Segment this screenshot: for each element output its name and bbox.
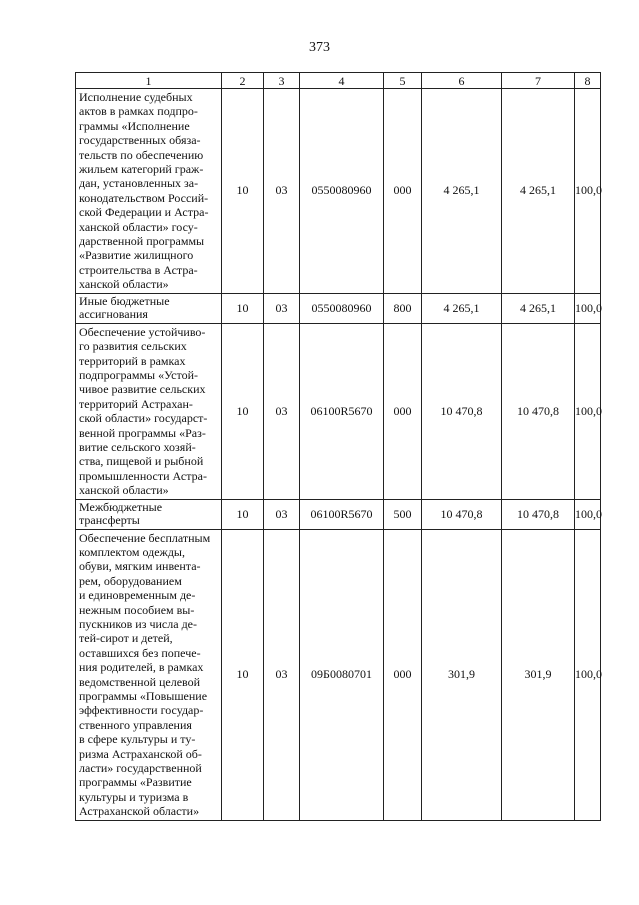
description-line: оставшихся без попече- — [79, 645, 201, 660]
description-line: «Развитие жилищного — [79, 248, 194, 263]
row-description — [76, 323, 222, 499]
table-row — [76, 529, 601, 820]
description-line: тей-сирот и детей, — [79, 631, 173, 646]
execution-percent: 100,0 — [575, 499, 601, 529]
description-line: Обеспечение бесплатным — [79, 530, 211, 545]
description-line: трансферты — [79, 513, 140, 528]
execution-percent: 100,0 — [575, 293, 601, 323]
description-line: витие сельского хозяй- — [79, 439, 196, 454]
description-line: комплектом одежды, — [79, 544, 185, 559]
section-code: 10 — [222, 529, 264, 820]
header-col-8: 8 — [575, 73, 601, 89]
expense-type-code: 000 — [384, 529, 422, 820]
description-line: го развития сельских — [79, 339, 187, 354]
row-description — [76, 529, 222, 820]
table-row — [76, 323, 601, 499]
description-line: подпрограммы «Устой- — [79, 367, 198, 382]
description-line: государственных обяза- — [79, 133, 201, 148]
subsection-code: 03 — [264, 499, 300, 529]
header-col-6: 6 — [422, 73, 502, 89]
table-row — [76, 499, 601, 529]
description-line: программы «Повышение — [79, 689, 208, 704]
description-line: и единовременным де- — [79, 588, 196, 603]
execution-percent: 100,0 — [575, 529, 601, 820]
description-line: ризма Астраханской об- — [79, 746, 202, 761]
expense-type-code: 800 — [384, 293, 422, 323]
description-line: дан, установленных за- — [79, 176, 199, 191]
target-article-code: 09Б0080701 — [300, 529, 384, 820]
description-line: конодательством Россий- — [79, 190, 209, 205]
executed-amount: 10 470,8 — [502, 499, 575, 529]
page-number: 373 — [309, 40, 330, 55]
budget-table — [75, 72, 601, 821]
description-line: культуры и туризма в — [79, 789, 189, 804]
target-article-code: 0550080960 — [300, 89, 384, 294]
description-line: рем, оборудованием — [79, 573, 182, 588]
execution-percent: 100,0 — [575, 323, 601, 499]
description-line: территорий Астрахан- — [79, 396, 193, 411]
executed-amount: 4 265,1 — [502, 89, 575, 294]
description-line: Обеспечение устойчиво- — [79, 324, 206, 339]
row-description — [76, 89, 222, 294]
table-row — [76, 293, 601, 323]
description-line: ства, пищевой и рыбной — [79, 454, 204, 469]
description-line: обуви, мягким инвента- — [79, 559, 201, 574]
description-line: ханской области» — [79, 483, 169, 498]
row-description — [76, 499, 222, 529]
description-line: пускников из числа де- — [79, 617, 197, 631]
subsection-code: 03 — [264, 529, 300, 820]
description-line: промышленности Астра- — [79, 468, 207, 483]
description-line: территорий в рамках — [79, 353, 186, 368]
row-description — [76, 293, 222, 323]
section-code: 10 — [222, 499, 264, 529]
planned-amount: 4 265,1 — [422, 89, 502, 294]
description-line: венной программы «Раз- — [79, 425, 206, 440]
expense-type-code: 500 — [384, 499, 422, 529]
description-line: граммы «Исполнение — [79, 118, 190, 133]
description-line: ханской области» госу- — [79, 219, 198, 234]
planned-amount: 10 470,8 — [422, 323, 502, 499]
header-col-2: 2 — [222, 73, 264, 89]
description-line: жильем категорий граж- — [79, 162, 204, 177]
expense-type-code: 000 — [384, 323, 422, 499]
description-line: нежным пособием вы- — [79, 602, 195, 617]
description-line: ханской области» — [79, 277, 169, 292]
description-line: чивое развитие сельских — [79, 382, 206, 397]
expense-type-code: 000 — [384, 89, 422, 294]
description-line: ственного управления — [79, 717, 192, 732]
header-col-4: 4 — [300, 73, 384, 89]
description-line: ласти» государственной — [79, 761, 202, 776]
subsection-code: 03 — [264, 89, 300, 294]
description-line: в сфере культуры и ту- — [79, 732, 196, 747]
header-col-1: 1 — [76, 73, 222, 89]
header-col-5: 5 — [384, 73, 422, 89]
description-line: ской области» государст- — [79, 411, 208, 426]
description-line: актов в рамках подпро- — [79, 104, 198, 119]
execution-percent: 100,0 — [575, 89, 601, 294]
description-line: программы «Развитие — [79, 775, 192, 790]
planned-amount: 301,9 — [422, 529, 502, 820]
description-line: ассигнования — [79, 307, 148, 322]
section-code: 10 — [222, 89, 264, 294]
planned-amount: 4 265,1 — [422, 293, 502, 323]
planned-amount: 10 470,8 — [422, 499, 502, 529]
executed-amount: 301,9 — [502, 529, 575, 820]
header-col-3: 3 — [264, 73, 300, 89]
executed-amount: 10 470,8 — [502, 323, 575, 499]
subsection-code: 03 — [264, 323, 300, 499]
description-line: тельств по обеспечению — [79, 147, 204, 162]
description-line: Иные бюджетные — [79, 293, 170, 308]
section-code: 10 — [222, 293, 264, 323]
executed-amount: 4 265,1 — [502, 293, 575, 323]
description-line: эффективности государ- — [79, 703, 204, 718]
target-article-code: 0550080960 — [300, 293, 384, 323]
subsection-code: 03 — [264, 293, 300, 323]
description-line: ния родителей, в рамках — [79, 660, 204, 675]
header-col-7: 7 — [502, 73, 575, 89]
description-line: Астраханской области» — [79, 804, 200, 819]
description-line: ведомственной целевой — [79, 674, 201, 689]
description-line: дарственной программы — [79, 234, 205, 249]
table-row — [76, 89, 601, 294]
description-line: Межбюджетные — [79, 499, 163, 514]
description-line: строительства в Астра- — [79, 262, 198, 277]
section-code: 10 — [222, 323, 264, 499]
description-line: ской Федерации и Астра- — [79, 205, 209, 220]
description-line: Исполнение судебных — [79, 90, 193, 104]
header-row — [76, 73, 601, 89]
target-article-code: 06100R5670 — [300, 323, 384, 499]
target-article-code: 06100R5670 — [300, 499, 384, 529]
